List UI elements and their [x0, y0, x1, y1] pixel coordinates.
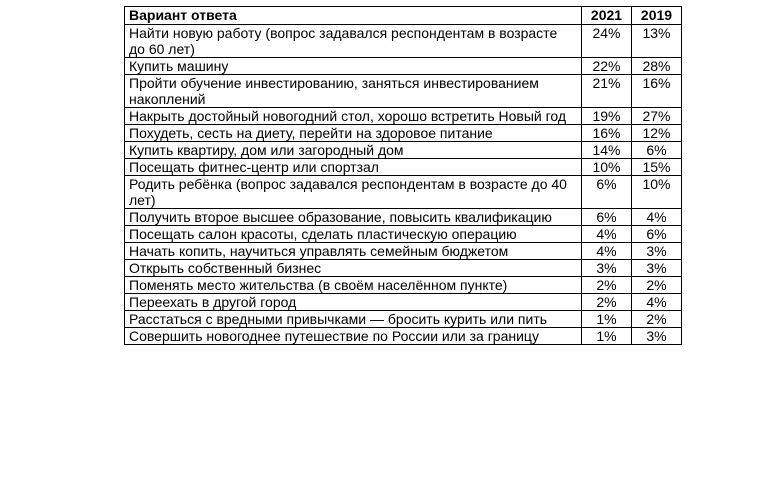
table-row [125, 125, 682, 142]
table-row [125, 260, 682, 277]
value-2019-cell: 12% [632, 125, 682, 142]
value-2021-cell: 2% [582, 277, 632, 294]
value-2019-cell: 15% [632, 159, 682, 176]
value-2019-cell: 13% [632, 25, 682, 58]
value-2021-cell: 4% [582, 226, 632, 243]
answer-cell: Накрыть достойный новогодний стол, хорошо встретить Новый год [125, 108, 582, 125]
answer-cell: Купить квартиру, дом или загородный дом [125, 142, 582, 159]
table-row [125, 25, 682, 58]
answer-cell: Родить ребёнка (вопрос задавался респондентам в возрасте до 40 лет) [125, 176, 582, 209]
table-row [125, 277, 682, 294]
value-2019-cell: 3% [632, 328, 682, 345]
value-2019-cell: 28% [632, 58, 682, 75]
answer-cell: Пройти обучение инвестированию, заняться инвестированием накоплений [125, 75, 582, 108]
table-row [125, 142, 682, 159]
answer-cell: Открыть собственный бизнес [125, 260, 582, 277]
value-2021-cell: 22% [582, 58, 632, 75]
value-2019-cell: 4% [632, 294, 682, 311]
table-row [125, 209, 682, 226]
table-header-row [125, 7, 682, 25]
value-2019-cell: 2% [632, 311, 682, 328]
value-2019-cell: 4% [632, 209, 682, 226]
value-2021-cell: 14% [582, 142, 632, 159]
value-2021-cell: 1% [582, 328, 632, 345]
answer-cell: Переехать в другой город [125, 294, 582, 311]
value-2019-cell: 27% [632, 108, 682, 125]
header-answer: Вариант ответа [125, 7, 582, 25]
value-2021-cell: 21% [582, 75, 632, 108]
value-2019-cell: 2% [632, 277, 682, 294]
value-2021-cell: 4% [582, 243, 632, 260]
value-2021-cell: 6% [582, 176, 632, 209]
answer-cell: Совершить новогоднее путешествие по России или за границу [125, 328, 582, 345]
answer-cell: Посещать фитнес-центр или спортзал [125, 159, 582, 176]
table-row [125, 243, 682, 260]
value-2021-cell: 6% [582, 209, 632, 226]
value-2019-cell: 6% [632, 142, 682, 159]
answer-cell: Поменять место жительства (в своём населённом пункте) [125, 277, 582, 294]
table-row [125, 226, 682, 243]
survey-results-table [124, 6, 682, 345]
value-2019-cell: 6% [632, 226, 682, 243]
table-row [125, 311, 682, 328]
table-row [125, 159, 682, 176]
value-2019-cell: 10% [632, 176, 682, 209]
value-2021-cell: 16% [582, 125, 632, 142]
value-2021-cell: 19% [582, 108, 632, 125]
answer-cell: Посещать салон красоты, сделать пластическую операцию [125, 226, 582, 243]
value-2021-cell: 3% [582, 260, 632, 277]
header-year-2021: 2021 [582, 7, 632, 25]
value-2019-cell: 16% [632, 75, 682, 108]
table-row [125, 328, 682, 345]
answer-cell: Найти новую работу (вопрос задавался респондентам в возрасте до 60 лет) [125, 25, 582, 58]
table-row [125, 58, 682, 75]
table-row [125, 108, 682, 125]
table-row [125, 75, 682, 108]
value-2019-cell: 3% [632, 243, 682, 260]
answer-cell: Получить второе высшее образование, повысить квалификацию [125, 209, 582, 226]
value-2021-cell: 10% [582, 159, 632, 176]
answer-cell: Расстаться с вредными привычками — бросить курить или пить [125, 311, 582, 328]
answer-cell: Похудеть, сесть на диету, перейти на здоровое питание [125, 125, 582, 142]
header-year-2019: 2019 [632, 7, 682, 25]
value-2021-cell: 2% [582, 294, 632, 311]
answer-cell: Начать копить, научиться управлять семейным бюджетом [125, 243, 582, 260]
table-row [125, 294, 682, 311]
value-2019-cell: 3% [632, 260, 682, 277]
answer-cell: Купить машину [125, 58, 582, 75]
table-row [125, 176, 682, 209]
value-2021-cell: 1% [582, 311, 632, 328]
value-2021-cell: 24% [582, 25, 632, 58]
